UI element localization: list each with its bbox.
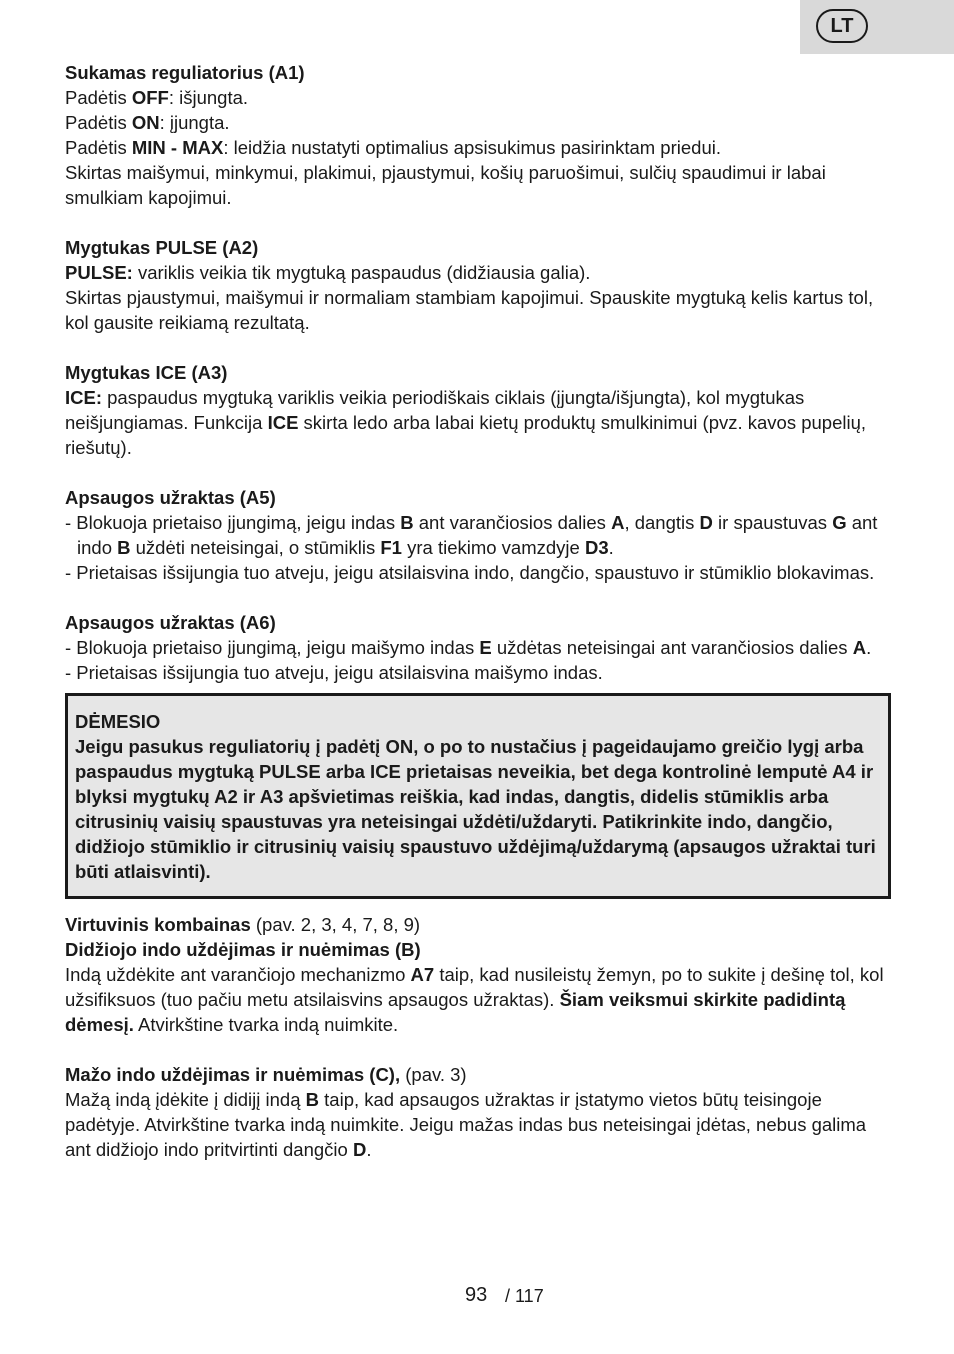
section-safety-lock-a5 bbox=[65, 485, 895, 585]
warning-text: Jeigu pasukus reguliatorių į padėtį ON, o po to nustačius į pageidaujamo greičio lygį arba paspaudus mygtuką PULSE arba ICE prietaisas neveikia, bet dega kontrolinė lemputė A4 ir blyksi mygtukų A2 ir A3 apšvietimas reiškia, kad indas, dangtis, didelis stūmiklis arba citrusinių vaisių spaustuvas yra neteisingai uždėti/uždaryti. Patikrinkite indo, dangčio, didžiojo stūmiklio ir citrusinių vaisių spaustuvo uždėjimą/uždarymą (apsaugos užraktai turi būti atlaisvinti). bbox=[75, 736, 876, 882]
paragraph: Mažą indą įdėkite į didijį indą B taip, kad apsaugos užraktas ir įstatymo vietos būtų teisingoje padėtyje. Atvirkštine tvarka indą nuimkite. Jeigu mažas indas bus neteisingai įdėtas, nebus galima ant didžiojo indo pritvirtinti dangčio D. bbox=[65, 1089, 867, 1160]
paragraph: Indą uždėkite ant varančiojo mechanizmo A7 taip, kad nusileistų žemyn, po to sukite į dešinę tol, kol užsifiksuos (tuo pačiu metu atsilaisvins apsaugos užraktas). Šiam veiksmui skirkite padidintą dėmesį. Atvirkštine tvarka indą nuimkite. bbox=[65, 964, 884, 1035]
page-number: 93 bbox=[465, 1284, 488, 1306]
document-body bbox=[65, 60, 895, 1162]
language-tab bbox=[800, 0, 954, 54]
section-title: Apsaugos užraktas (A5) bbox=[65, 487, 276, 508]
section-title: Apsaugos užraktas (A6) bbox=[65, 612, 276, 633]
section-safety-lock-a6 bbox=[65, 610, 895, 685]
list-item: - Blokuoja prietaiso įjungimą, jeigu maišymo indas E uždėtas neteisingai ant varančiosios dalies A. bbox=[65, 637, 872, 658]
section-title: Mažo indo uždėjimas ir nuėmimas (C), (pav. 3) bbox=[65, 1064, 467, 1085]
paragraph: PULSE: variklis veikia tik mygtuką paspaudus (didžiausia galia). bbox=[65, 262, 591, 283]
section-pulse-button bbox=[65, 235, 895, 335]
section-food-processor bbox=[65, 912, 895, 1037]
section-title: Mygtukas PULSE (A2) bbox=[65, 237, 259, 258]
warning-title: DĖMESIO bbox=[75, 711, 161, 732]
paragraph: ICE: paspaudus mygtuką variklis veikia periodiškais ciklais (įjungta/išjungta), kol mygtukas neišjungiamas. Funkcija ICE skirta ledo arba labai kietų produktų smulkinimui (pvz. kavos pupelių, riešutų). bbox=[65, 387, 867, 458]
section-ice-button bbox=[65, 360, 895, 460]
list-item: - Prietaisas išsijungia tuo atveju, jeigu atsilaisvina maišymo indas. bbox=[65, 662, 603, 683]
paragraph: Padėtis MIN - MAX: leidžia nustatyti optimalius apsisukimus pasirinktam priedui. bbox=[65, 137, 721, 158]
paragraph: Padėtis OFF: išjungta. bbox=[65, 87, 249, 108]
page-total: / 117 bbox=[505, 1286, 544, 1306]
section-title: Virtuvinis kombainas (pav. 2, 3, 4, 7, 8, 9) bbox=[65, 914, 421, 935]
paragraph: Skirtas pjaustymui, maišymui ir normaliam stambiam kapojimui. Spauskite mygtuką kelis kartus tol, kol gausite reikiamą rezultatą. bbox=[65, 287, 874, 333]
subsection-title: Didžiojo indo uždėjimas ir nuėmimas (B) bbox=[65, 939, 421, 960]
list-item: - Blokuoja prietaiso įjungimą, jeigu indas B ant varančiosios dalies A, dangtis D ir spaustuvas G ant indo B uždėti neteisingai, o stūmiklis F1 yra tiekimo vamzdyje D3. bbox=[65, 512, 878, 558]
section-rotary-regulator bbox=[65, 60, 895, 210]
list-item: - Prietaisas išsijungia tuo atveju, jeigu atsilaisvina indo, dangčio, spaustuvo ir stūmiklio blokavimas. bbox=[65, 562, 875, 583]
paragraph: Padėtis ON: įjungta. bbox=[65, 112, 230, 133]
language-badge: LT bbox=[816, 9, 868, 43]
paragraph: Skirtas maišymui, minkymui, plakimui, pjaustymui, košių paruošimui, sulčių spaudimui ir labai smulkiam kapojimui. bbox=[65, 162, 826, 208]
section-small-bowl bbox=[65, 1062, 895, 1162]
warning-box bbox=[65, 693, 891, 899]
section-title: Sukamas reguliatorius (A1) bbox=[65, 62, 305, 83]
section-title: Mygtukas ICE (A3) bbox=[65, 362, 228, 383]
